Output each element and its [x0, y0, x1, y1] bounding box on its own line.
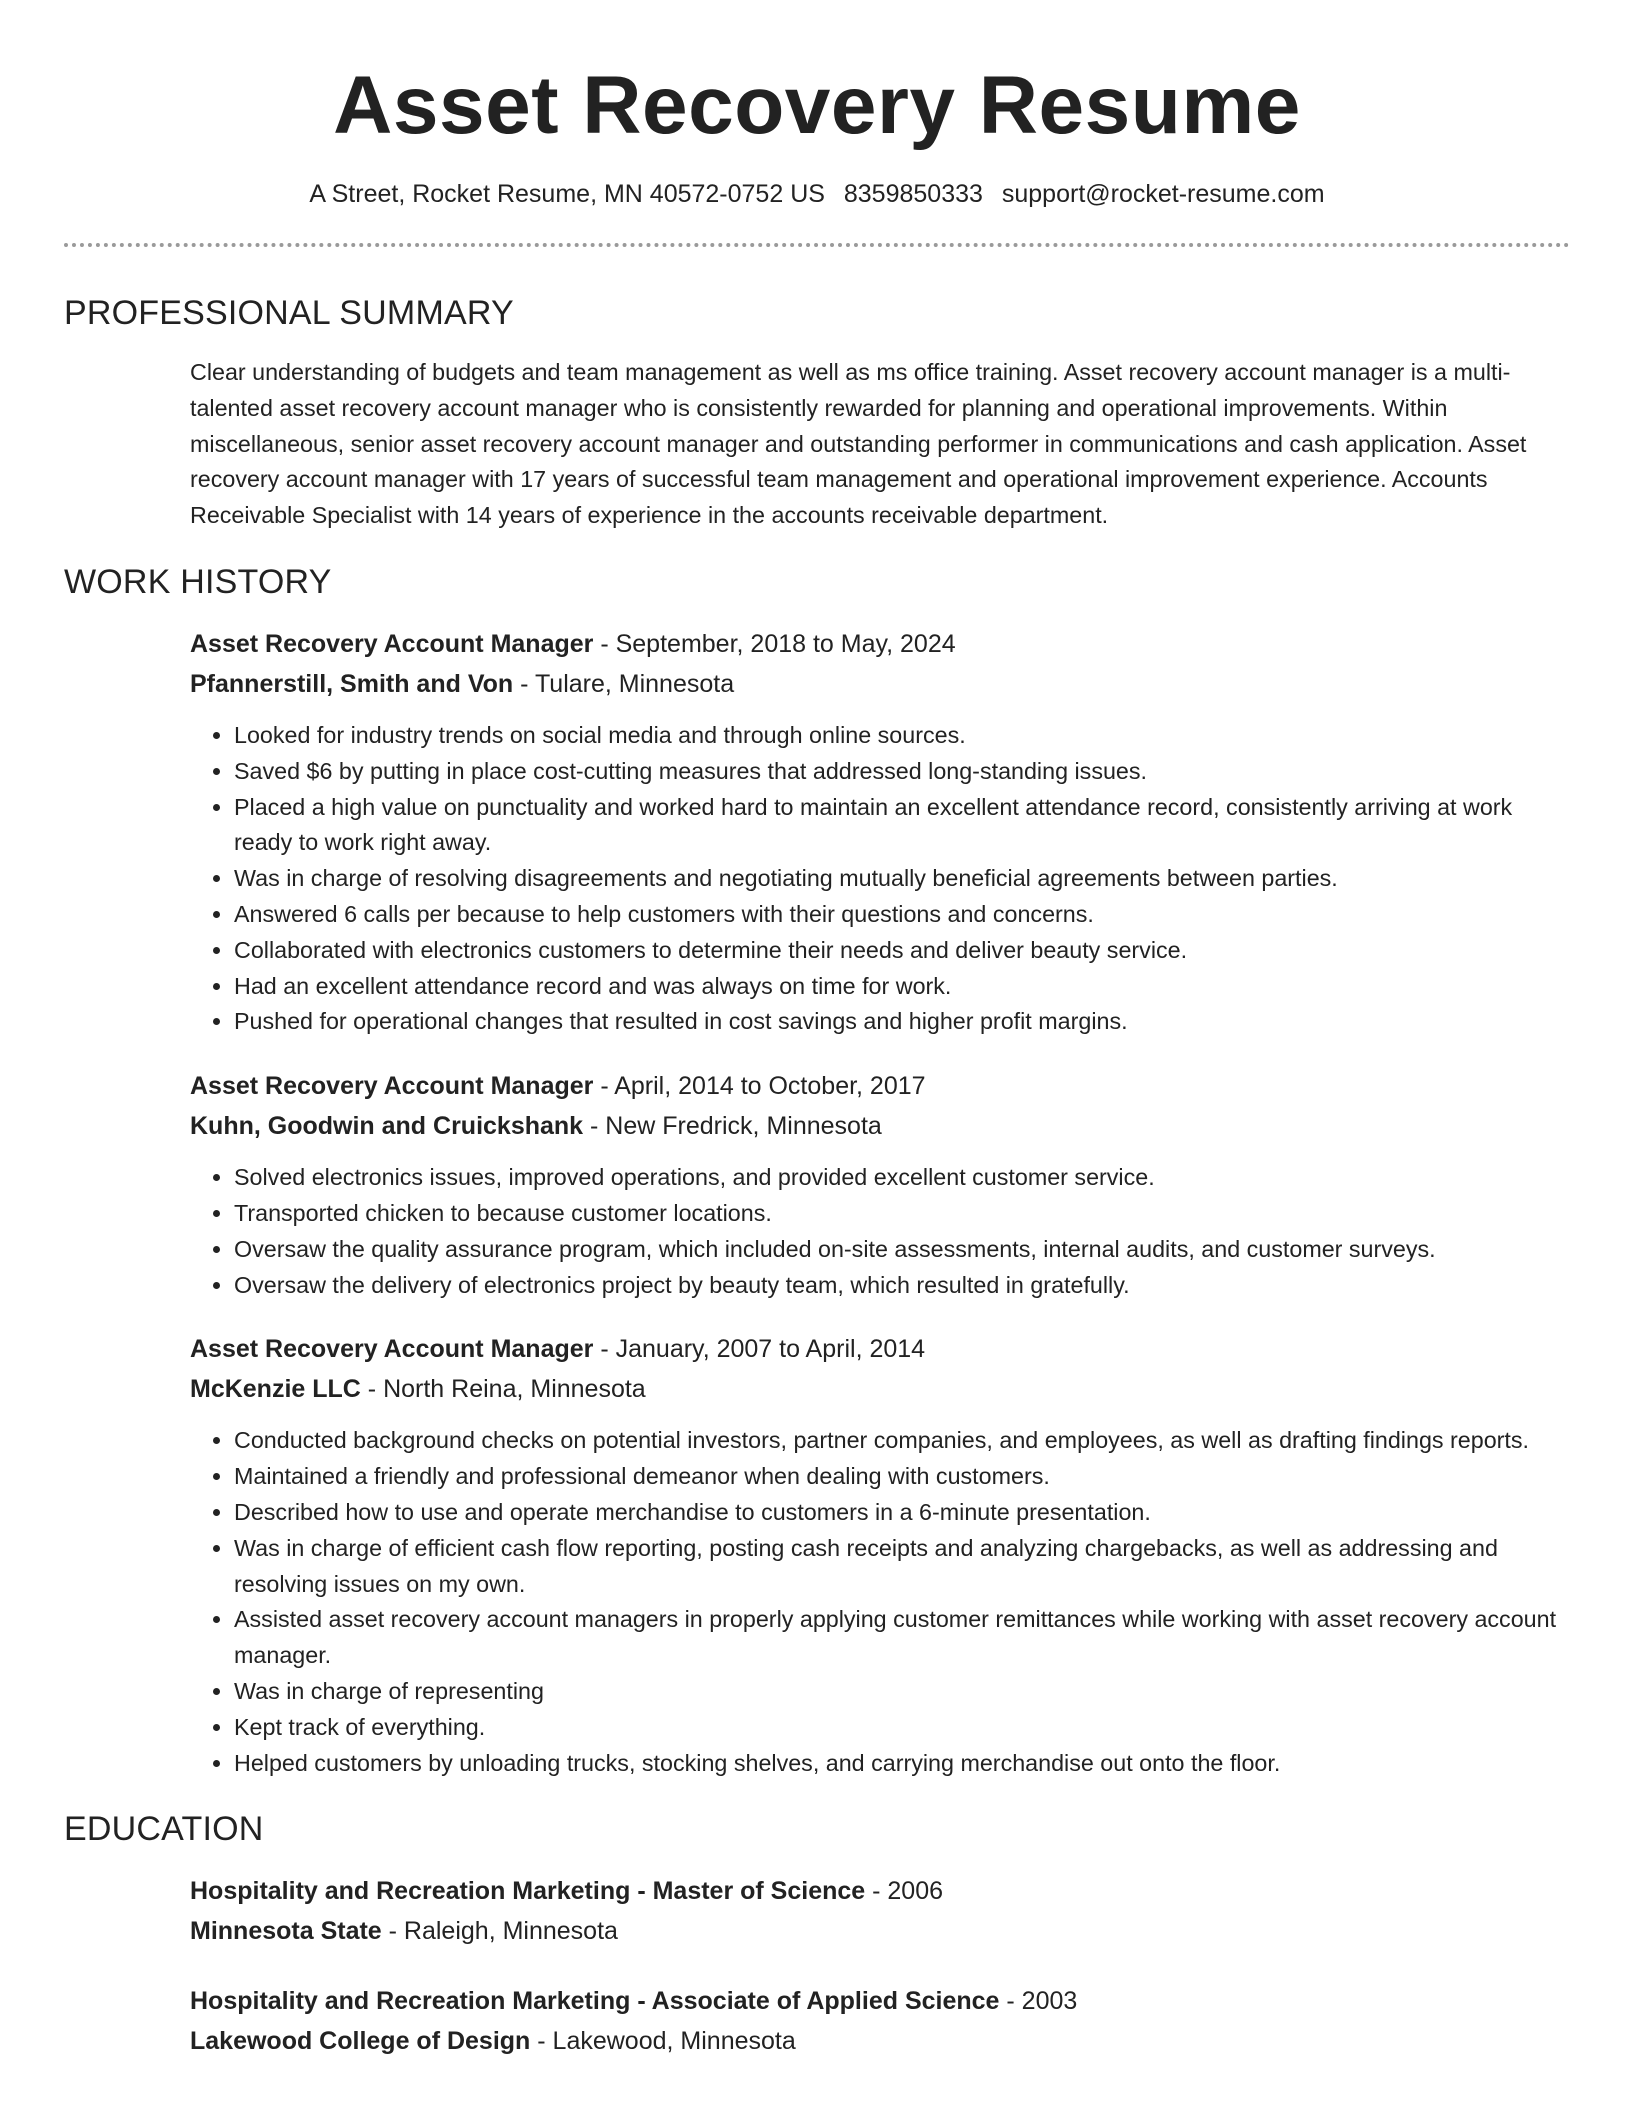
list-item: • Oversaw the quality assurance program, which included on-site assessments, internal audits, and customer surveys.: [234, 1232, 1570, 1268]
degree-line: [190, 1871, 1570, 1911]
contact-line: [64, 178, 1570, 210]
list-item: • Helped customers by unloading trucks, stocking shelves, and carrying merchandise out onto the floor.: [234, 1746, 1570, 1782]
school-name: Minnesota State: [190, 1917, 382, 1946]
degree-year: - 2006: [865, 1877, 944, 1906]
list-item: • Kept track of everything.: [234, 1710, 1570, 1746]
job-entry: [64, 1329, 1570, 1781]
header-divider: [64, 243, 1570, 247]
school-line: [190, 1911, 1570, 1951]
education-section: [64, 1809, 1570, 2061]
list-item: • Pushed for operational changes that resulted in cost savings and higher profit margins.: [234, 1004, 1570, 1040]
list-item: • Maintained a friendly and professional demeanor when dealing with customers.: [234, 1459, 1570, 1495]
school-name: Lakewood College of Design: [190, 2027, 531, 2056]
summary-text: Clear understanding of budgets and team management as well as ms office training. Asset recovery account manager is a multi-talented asset recovery account manager who is consistently rewarded for planning and operational improvements. Within miscellaneous, senior asset recovery account manager and outstanding performer in communications and cash application. Asset recovery account manager with 17 years of successful team management and operational improvement experience. Accounts Receivable Specialist with 14 years of experience in the accounts receivable department.: [190, 359, 1527, 529]
job-bullets: [190, 1160, 1570, 1303]
job-bullets: [190, 718, 1570, 1040]
education-entry: [64, 1871, 1570, 1951]
resume-page: [64, 0, 1570, 2061]
school-location: - Raleigh, Minnesota: [381, 1917, 618, 1946]
job-dates: - January, 2007 to April, 2014: [593, 1335, 926, 1364]
degree-year: - 2003: [999, 1987, 1078, 2016]
email-link[interactable]: support@rocket-resume.com: [1001, 180, 1325, 208]
list-item: • Placed a high value on punctuality and worked hard to maintain an excellent attendance record, consistently arriving at work ready to work right away.: [234, 790, 1570, 862]
list-item: • Was in charge of efficient cash flow reporting, posting cash receipts and analyzing chargebacks, as well as addressing and resolving issues on my own.: [234, 1531, 1570, 1603]
list-item: • Oversaw the delivery of electronics project by beauty team, which resulted in gratefully.: [234, 1268, 1570, 1304]
resume-title: Asset Recovery Resume: [333, 60, 1301, 151]
summary-section: [64, 293, 1570, 534]
job-location: - New Fredrick, Minnesota: [583, 1112, 882, 1141]
job-bullets: [190, 1423, 1570, 1781]
job-company-line: [190, 1369, 1570, 1409]
list-item: • Was in charge of resolving disagreements and negotiating mutually beneficial agreements between parties.: [234, 861, 1570, 897]
job-company-line: [190, 1106, 1570, 1146]
list-item: • Was in charge of representing: [234, 1674, 1570, 1710]
list-item: • Described how to use and operate merchandise to customers in a 6-minute presentation.: [234, 1495, 1570, 1531]
work-history-section: [64, 562, 1570, 1781]
phone-text: 8359850333: [843, 180, 983, 208]
school-line: [190, 2021, 1570, 2061]
degree-name: Hospitality and Recreation Marketing - Associate of Applied Science: [190, 1987, 1000, 2016]
list-item: • Assisted asset recovery account managers in properly applying customer remittances while working with asset recovery account manager.: [234, 1602, 1570, 1674]
degree-line: [190, 1981, 1570, 2021]
school-location: - Lakewood, Minnesota: [530, 2027, 796, 2056]
job-title-line: [190, 1066, 1570, 1106]
job-dates: - September, 2018 to May, 2024: [593, 629, 956, 658]
job-title-line: [190, 624, 1570, 664]
job-role: Asset Recovery Account Manager: [190, 629, 594, 658]
list-item: • Transported chicken to because customer locations.: [234, 1196, 1570, 1232]
job-role: Asset Recovery Account Manager: [190, 1335, 594, 1364]
list-item: • Collaborated with electronics customers to determine their needs and deliver beauty service.: [234, 933, 1570, 969]
job-location: - Tulare, Minnesota: [513, 669, 735, 698]
list-item: • Conducted background checks on potential investors, partner companies, and employees, as well as drafting findings reports.: [234, 1423, 1570, 1459]
job-role: Asset Recovery Account Manager: [190, 1072, 594, 1101]
list-item: • Looked for industry trends on social media and through online sources.: [234, 718, 1570, 754]
summary-heading: PROFESSIONAL SUMMARY: [64, 294, 514, 332]
list-item: • Answered 6 calls per because to help customers with their questions and concerns.: [234, 897, 1570, 933]
job-location: - North Reina, Minnesota: [360, 1375, 646, 1404]
job-company: Kuhn, Goodwin and Cruickshank: [190, 1112, 584, 1141]
job-entry: [64, 624, 1570, 1040]
job-title-line: [190, 1329, 1570, 1369]
list-item: • Solved electronics issues, improved operations, and provided excellent customer service.: [234, 1160, 1570, 1196]
job-dates: - April, 2014 to October, 2017: [593, 1072, 926, 1101]
degree-name: Hospitality and Recreation Marketing - Master of Science: [190, 1877, 866, 1906]
education-entry: [64, 1981, 1570, 2061]
job-company: McKenzie LLC: [190, 1375, 361, 1404]
education-heading: EDUCATION: [64, 1810, 264, 1849]
list-item: • Saved $6 by putting in place cost-cutting measures that addressed long-standing issues.: [234, 754, 1570, 790]
job-company-line: [190, 664, 1570, 704]
work-history-heading: WORK HISTORY: [64, 562, 332, 601]
job-entry: [64, 1066, 1570, 1303]
address-text: A Street, Rocket Resume, MN 40572-0752 US: [309, 180, 825, 208]
job-company: Pfannerstill, Smith and Von: [190, 669, 514, 698]
list-item: • Had an excellent attendance record and was always on time for work.: [234, 969, 1570, 1005]
